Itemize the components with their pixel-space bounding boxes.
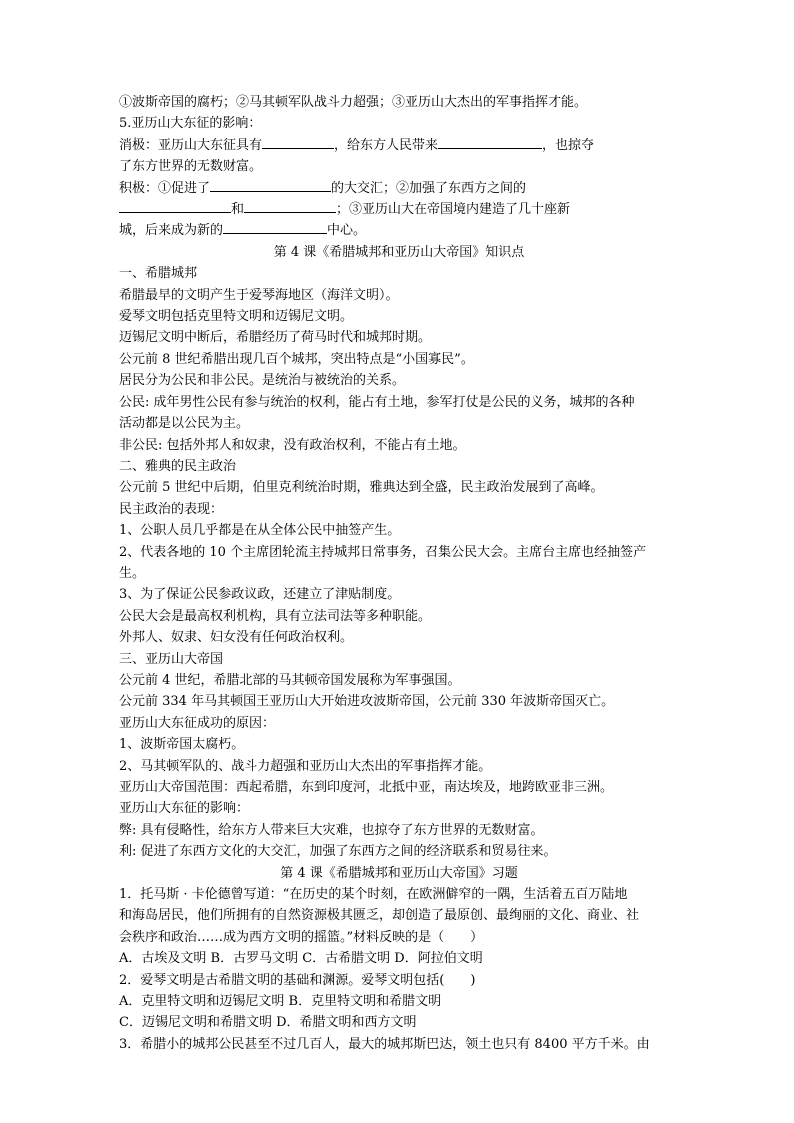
knowledge-line: 2、代表各地的 10 个主席团轮流主持城邦日常事务，召集公民大会。主席台主席也经抽签产 [119, 544, 647, 560]
knowledge-line: 二、雅典的民主政治 [119, 458, 237, 474]
knowledge-line: 公民大会是最高权利机构，具有立法司法等多种职能。 [119, 608, 432, 624]
text-line: 5.亚历山大东征的影响： [119, 116, 262, 132]
exercise-line: A．古埃及文明 B．古罗马文明 C．古希腊文明 D．阿拉伯文明 [119, 951, 483, 967]
answer-blank[interactable] [244, 200, 336, 213]
exercise-line: C．迈锡尼文明和希腊文明 D．希腊文明和西方文明 [119, 1015, 417, 1031]
fill-in-line [119, 178, 679, 199]
knowledge-line: 公民: 成年男性公民有参与统治的权利，能占有土地，参军打仗是公民的义务，城邦的各种 [119, 394, 635, 410]
knowledge-line: 生。 [119, 565, 146, 581]
knowledge-line: 三、亚历山大帝国 [119, 651, 224, 667]
answer-blank[interactable] [210, 179, 331, 192]
text-segment: 积极：①促进了 [119, 180, 211, 196]
knowledge-line: 迈锡尼文明中断后，希腊经历了荷马时代和城邦时期。 [119, 330, 432, 346]
knowledge-line: 公元前 334 年马其顿国王亚历山大开始进攻波斯帝国，公元前 330 年波斯帝国灭亡。 [119, 694, 615, 710]
exercise-line: 会秩序和政治……成为西方文明的摇篮。”材料反映的是（ ） [119, 929, 484, 945]
exercise-section [119, 884, 679, 1055]
text-line: 了东方世界的无数财富。 [119, 159, 263, 175]
knowledge-line: 居民分为公民和非公民。是统治与被统治的关系。 [119, 373, 406, 389]
answer-blank[interactable] [119, 200, 231, 213]
exercise-line: A．克里特文明和迈锡尼文明 B．克里特文明和希腊文明 [119, 994, 442, 1010]
exercise-line: 和海岛居民，他们所拥有的自然资源极其匮乏，却创造了最原创、最绚丽的文化、商业、社 [119, 908, 640, 924]
knowledge-line: 亚历山大东征成功的原因： [119, 715, 276, 731]
knowledge-line: 非公民: 包括外邦人和奴隶，没有政治权利，不能占有土地。 [119, 437, 466, 453]
fill-in-line [119, 199, 679, 220]
document-page [119, 92, 679, 1055]
knowledge-line: 3、为了保证公民参政议政，还建立了津贴制度。 [119, 587, 401, 603]
text-segment: 的大交汇；②加强了东西方之间的 [331, 180, 527, 196]
answer-blank[interactable] [223, 221, 327, 234]
knowledge-line: 1、公职人员几乎都是在从全体公民中抽签产生。 [119, 523, 401, 539]
exercise-line: 2．爱琴文明是古希腊文明的基础和渊源。爱琴文明包括( ) [119, 972, 476, 988]
knowledge-line: 公元前 5 世纪中后期，伯里克利统治时期，雅典达到全盛，民主政治发展到了高峰。 [119, 480, 604, 496]
text-segment: ，给东方人民带来 [334, 137, 439, 153]
knowledge-line: 亚历山大东征的影响： [119, 801, 250, 817]
answer-blank[interactable] [262, 136, 334, 149]
fill-in-line [119, 220, 679, 241]
exercise-line: 1．托马斯 · 卡伦德曾写道：“在历史的某个时刻，在欧洲僻窄的一隅，生活着五百万陆地 [119, 887, 628, 903]
text-line: ①波斯帝国的腐朽；②马其顿军队战斗力超强；③亚历山大杰出的军事指挥才能。 [119, 95, 588, 110]
knowledge-line: 亚历山大帝国范围：西起希腊，东到印度河，北抵中亚，南达埃及，地跨欧亚非三洲。 [119, 780, 614, 795]
text-segment: ；③亚历山大在帝国境内建造了几十座新 [336, 202, 571, 218]
knowledge-line: 利: 促进了东西方文化的大交汇，加强了东西方之间的经济联系和贸易往来。 [119, 844, 557, 860]
answer-blank[interactable] [438, 136, 542, 149]
text-segment: 消极：亚历山大东征具有 [119, 137, 263, 153]
knowledge-line: 一、希腊城邦 [119, 266, 198, 282]
knowledge-line: 希腊最早的文明产生于爱琴海地区（海洋文明）。 [119, 287, 399, 303]
knowledge-line: 外邦人、奴隶、妇女没有任何政治权利。 [119, 630, 354, 646]
exercise-title: 第 4 课《希腊城邦和亚历山大帝国》习题 [280, 865, 518, 881]
text-segment: 中心。 [327, 223, 367, 239]
knowledge-line: 爱琴文明包括克里特文明和迈锡尼文明。 [119, 309, 354, 325]
knowledge-line: 1、波斯帝国太腐朽。 [119, 737, 245, 753]
text-segment: 和 [231, 202, 245, 218]
knowledge-line: 民主政治的表现： [119, 501, 224, 517]
knowledge-section [119, 263, 679, 862]
knowledge-line: 2、马其顿军队的、战斗力超强和亚历山大杰出的军事指挥才能。 [119, 758, 492, 774]
knowledge-title: 第 4 课《希腊城邦和亚历山大帝国》知识点 [273, 244, 525, 260]
knowledge-line: 公元前 4 世纪，希腊北部的马其顿帝国发展称为军事强国。 [119, 672, 461, 688]
fill-in-line [119, 135, 679, 156]
text-segment: ，也掠夺 [542, 137, 595, 153]
knowledge-line: 活动都是以公民为主。 [119, 416, 250, 432]
exercise-line: 3．希腊小的城邦公民甚至不过几百人，最大的城邦斯巴达，领土也只有 8400 平方千米。由 [119, 1036, 650, 1052]
text-segment: 城，后来成为新的 [119, 223, 224, 239]
knowledge-line: 弊: 具有侵略性，给东方人带来巨大灾难，也掠夺了东方世界的无数财富。 [119, 822, 544, 838]
knowledge-line: 公元前 8 世纪希腊出现几百个城邦，突出特点是“小国寡民”。 [119, 351, 474, 367]
